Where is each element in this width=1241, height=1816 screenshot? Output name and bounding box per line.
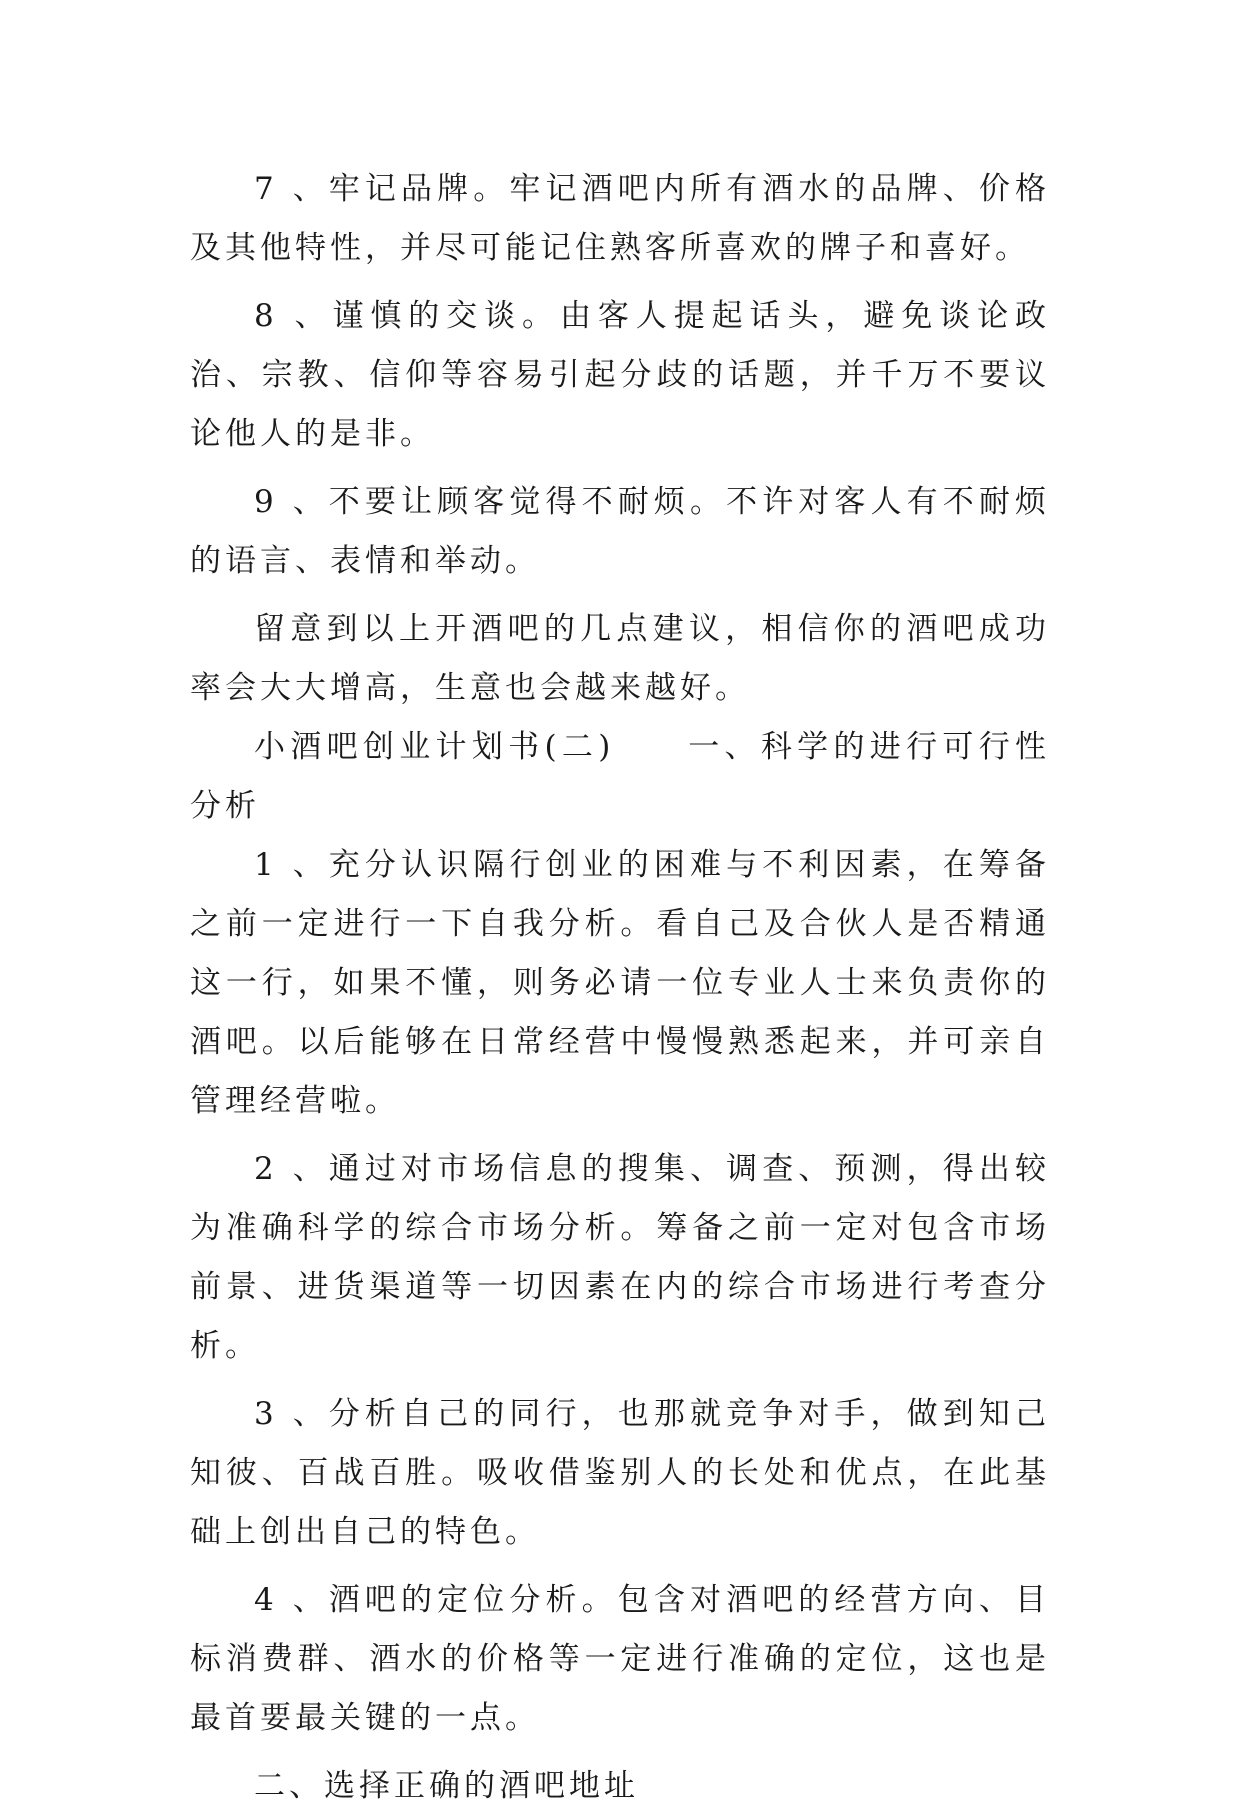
paragraph-item-3: 3 、分析自己的同行，也那就竞争对手，做到知己知彼、百战百胜。吸收借鉴别人的长处和优点，在此基础上创出自己的特色。	[190, 1396, 1050, 1550]
paragraph-item-9: 9 、不要让顾客觉得不耐烦。不许对客人有不耐烦的语言、表情和举动。	[190, 484, 1050, 579]
paragraph-item-4: 4 、酒吧的定位分析。包含对酒吧的经营方向、目标消费群、酒水的价格等一定进行准确的定位，这也是最首要最关键的一点。	[190, 1582, 1050, 1736]
paragraph-item-8: 8 、谨慎的交谈。由客人提起话头，避免谈论政治、宗教、信仰等容易引起分歧的话题，并千万不要议论他人的是非。	[190, 298, 1050, 452]
paragraph-item-7: 7 、牢记品牌。牢记酒吧内所有酒水的品牌、价格及其他特性，并尽可能记住熟客所喜欢的牌子和喜好。	[190, 171, 1050, 266]
document-body	[190, 160, 1050, 1816]
paragraph-item-2: 2 、通过对市场信息的搜集、调查、预测，得出较为准确科学的综合市场分析。筹备之前一定对包含市场前景、进货渠道等一切因素在内的综合市场进行考查分析。	[190, 1151, 1050, 1364]
section-heading-plan-two: 小酒吧创业计划书(二) 一、科学的进行可行性分析	[190, 729, 1050, 824]
paragraph-conclusion: 留意到以上开酒吧的几点建议，相信你的酒吧成功率会大大增高，生意也会越来越好。	[190, 611, 1050, 706]
paragraph-item-1: 1 、充分认识隔行创业的困难与不利因素，在筹备之前一定进行一下自我分析。看自己及合伙人是否精通这一行，如果不懂，则务必请一位专业人士来负责你的酒吧。以后能够在日常经营中慢慢熟悉起来，并可亲自管理经营啦。	[190, 847, 1050, 1119]
section-heading-location: 二、选择正确的酒吧地址	[254, 1768, 639, 1804]
